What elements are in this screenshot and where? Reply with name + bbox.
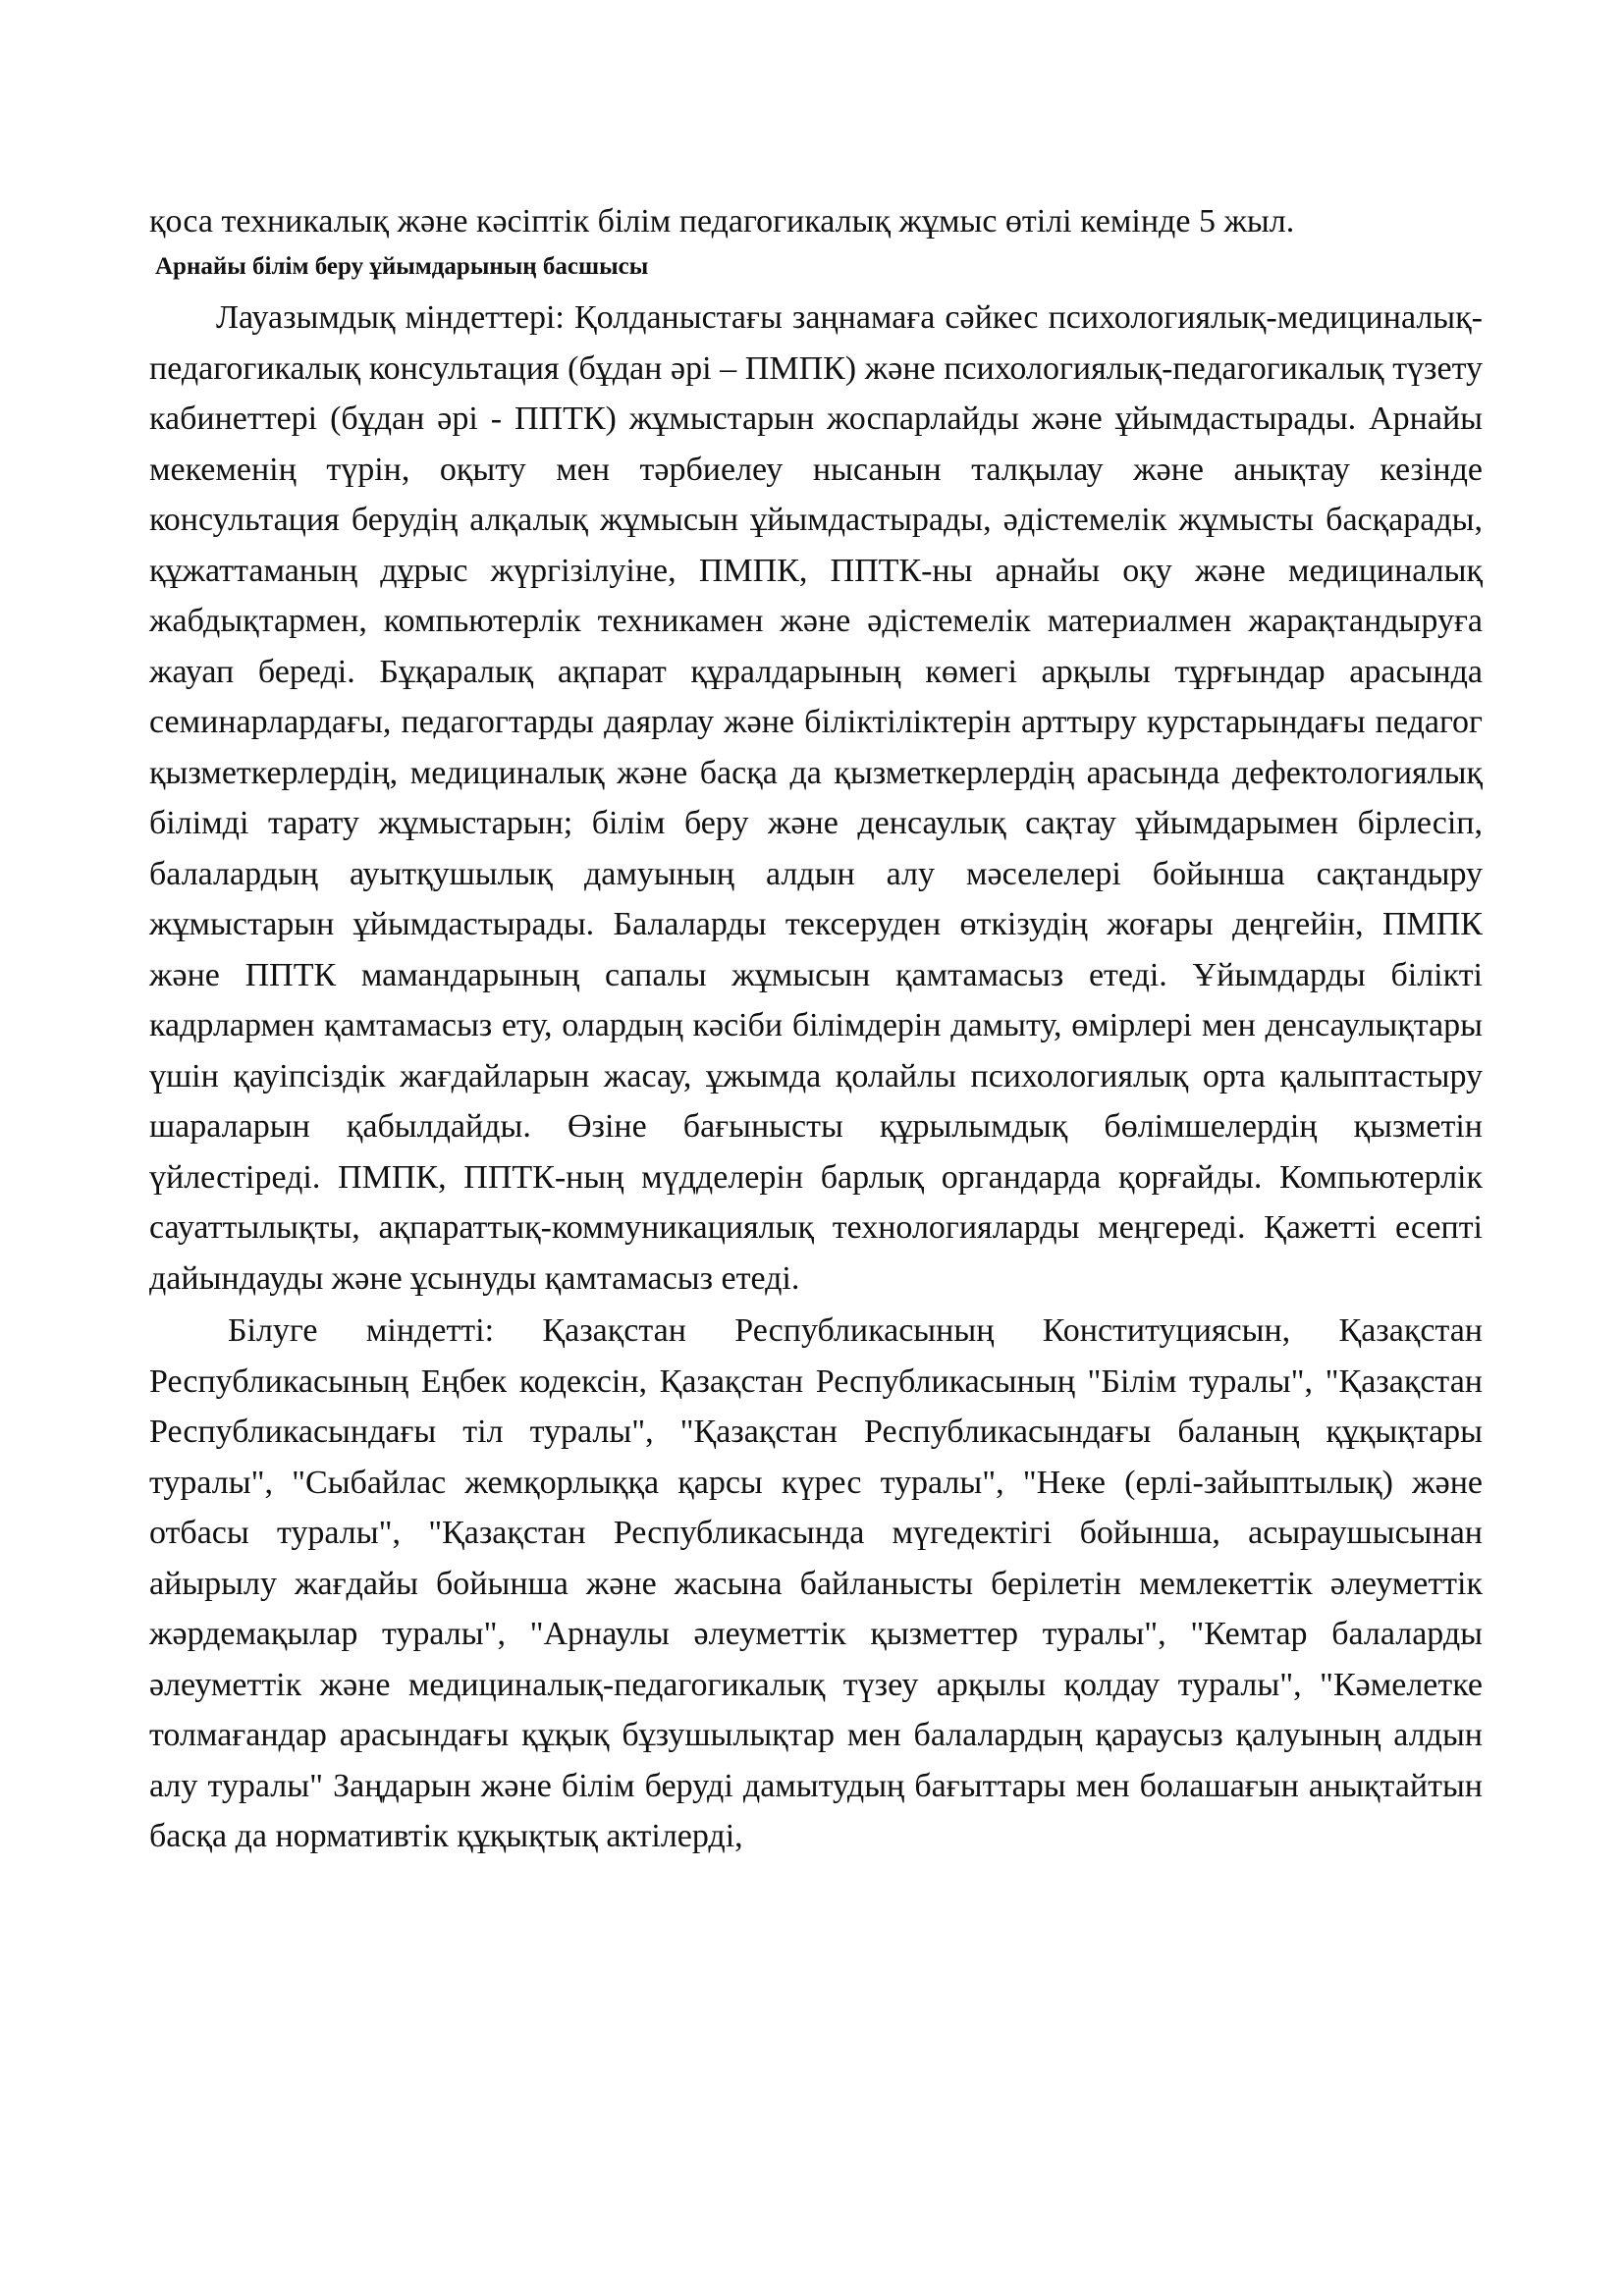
continuation-line: қоса техникалық және кәсіптік білім педагогикалық жұмыс өтілі кемінде 5 жыл. — [149, 203, 1295, 240]
section-heading: Арнайы білім беру ұйымдарының басшысы — [155, 253, 649, 280]
document-body — [149, 196, 1483, 1862]
knowledge-paragraph: Білуге міндетті: Қазақстан Республикасының Конституциясын, Қазақстан Республикасының Еңбек кодексін, Қазақстан Республикасының "Білім туралы", "Қазақстан Республикасындағы тіл туралы", "Қазақстан Республикасындағы баланың құқықтары туралы", "Сыбайлас жемқорлыққа қарсы күрес туралы", "Неке (ерлі-зайыптылық) және отбасы туралы", "Қазақстан Республикасында мүгедектігі бойынша, асыраушысынан айырылу жағдайы бойынша және жасына байланысты берілетін мемлекеттік әлеуметтік жәрдемақылар туралы", "Арнаулы әлеуметтік қызметтер туралы", "Кемтар балаларды әлеуметтік және медициналық-педагогикалық түзеу арқылы қолдау туралы", "Кәмелетке толмағандар арасындағы құқық бұзушылықтар мен балалардың қараусыз қалуының алдын алу туралы" Заңдарын және білім беруді дамытудың бағыттары мен болашағын анықтайтын басқа да нормативтік құқықтық актілерді, — [149, 1312, 1483, 1854]
duties-paragraph: Лауазымдық міндеттері: Қолданыстағы заңнамаға сәйкес психологиялық-медициналық-педагогикалық консультация (бұдан әрі – ПМПК) және психологиялық-педагогикалық түзету кабинеттері (бұдан әрі - ППТК) жұмыстарын жоспарлайды және ұйымдастырады. Арнайы мекеменің түрін, оқыту мен тәрбиелеу нысанын талқылау және анықтау кезінде консультация берудің алқалық жұмысын ұйымдастырады, әдістемелік жұмысты басқарады, құжаттаманың дұрыс жүргізілуіне, ПМПК, ППТК-ны арнайы оқу және медициналық жабдықтармен, компьютерлік техникамен және әдістемелік материалмен жарақтандыруға жауап береді. Бұқаралық ақпарат құралдарының көмегі арқылы тұрғындар арасында семинарлардағы, педагогтарды даярлау және біліктіліктерін арттыру курстарындағы педагог қызметкерлердің, медициналық және басқа да қызметкерлердің арасында дефектологиялық білімді тарату жұмыстарын; білім беру және денсаулық сақтау ұйымдарымен бірлесіп, балалардың ауытқушылық дамуының алдын алу мәселелері бойынша сақтандыру жұмыстарын ұйымдастырады. Балаларды тексеруден өткізудің жоғары деңгейін, ПМПК және ППТК мамандарының сапалы жұмысын қамтамасыз етеді. Ұйымдарды білікті кадрлармен қамтамасыз ету, олардың кәсіби білімдерін дамыту, өмірлері мен денсаулықтары үшін қауіпсіздік жағдайларын жасау, ұжымда қолайлы психологиялық орта қалыптастыру шараларын қабылдайды. Өзіне бағынысты құрылымдық бөлімшелердің қызметін үйлестіреді. ПМПК, ППТК-ның мүдделерін барлық органдарда қорғайды. Компьютерлік сауаттылықты, ақпараттық-коммуникациялық технологияларды меңгереді. Қажетті есепті дайындауды және ұсынуды қамтамасыз етеді. — [149, 299, 1483, 1297]
